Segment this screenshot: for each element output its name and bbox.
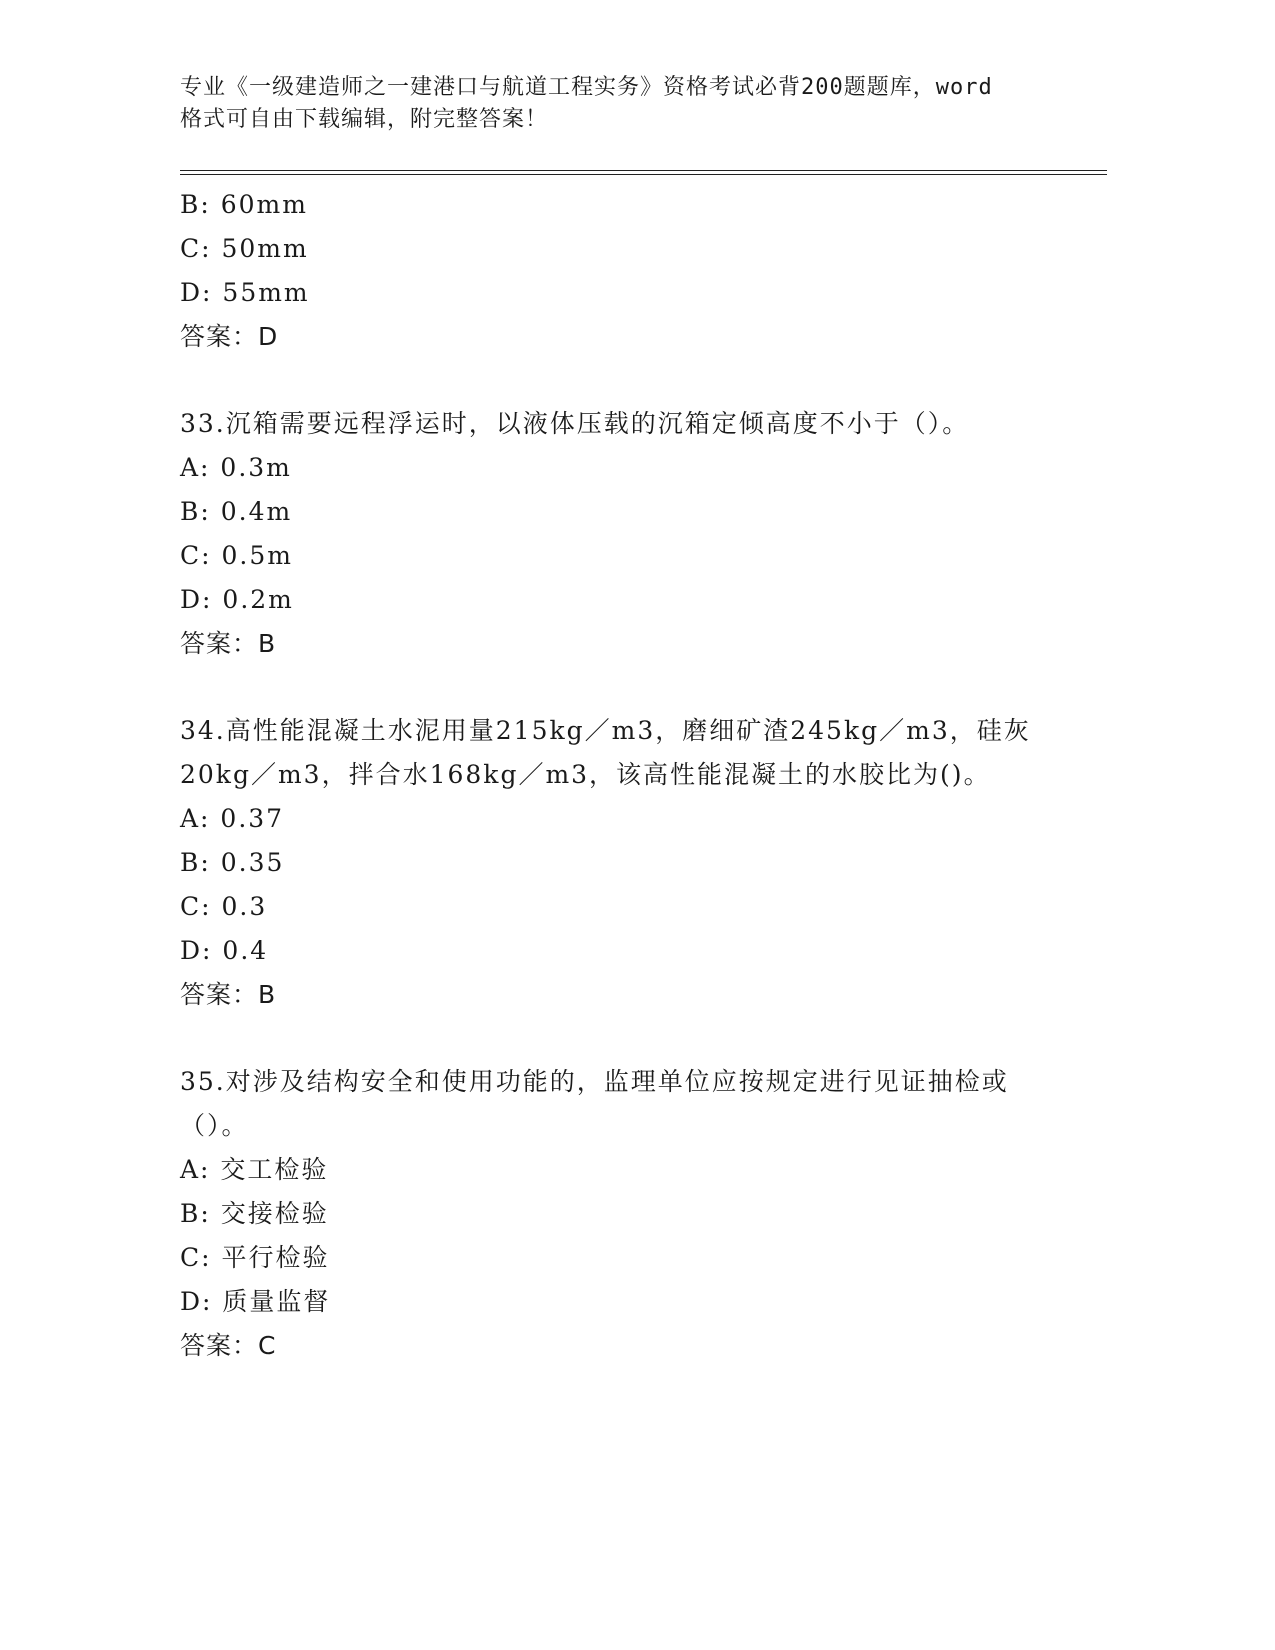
header-line-1: 专业《一级建造师之一建港口与航道工程实务》资格考试必背200题题库，word [180,75,993,100]
answer: 答案：B [180,629,277,658]
answer: 答案：C [180,1331,277,1360]
option: B: 0.35 [180,848,285,877]
question-text: 20kg／m3，拌合水168kg／m3，该高性能混凝土的水胶比为()。 [180,760,991,789]
header-rule-top [180,170,1107,171]
option: B: 0.4m [180,497,293,526]
option: D: 质量监督 [180,1287,331,1316]
question-text: 33.沉箱需要远程浮运时，以液体压载的沉箱定倾高度不小于（）。 [180,409,970,438]
question-text: （）。 [180,1111,249,1140]
option: D: 55mm [180,278,310,307]
answer: 答案：D [180,322,279,351]
question-text: 35.对涉及结构安全和使用功能的，监理单位应按规定进行见证抽检或 [180,1067,1009,1096]
header-line-2: 格式可自由下载编辑，附完整答案！ [180,107,549,132]
option: D: 0.2m [180,585,294,614]
document-header [180,72,1080,136]
option: C: 50mm [180,234,309,263]
option: C: 0.3 [180,892,268,921]
option: B: 60mm [180,190,308,219]
option: A: 0.3m [180,453,292,482]
option: A: 0.37 [180,804,285,833]
option: C: 平行检验 [180,1243,330,1272]
question-block [180,709,1100,1017]
question-text: 34.高性能混凝土水泥用量215kg／m3，磨细矿渣245kg／m3，硅灰 [180,716,1031,745]
question-list [180,183,1100,1368]
question-block [180,1060,1100,1368]
question-block [180,402,1100,666]
option: A: 交工检验 [180,1155,329,1184]
option: B: 交接检验 [180,1199,329,1228]
option: D: 0.4 [180,936,269,965]
answer: 答案：B [180,980,277,1009]
header-rule-bottom [180,174,1107,175]
question-block [180,183,1100,359]
option: C: 0.5m [180,541,293,570]
